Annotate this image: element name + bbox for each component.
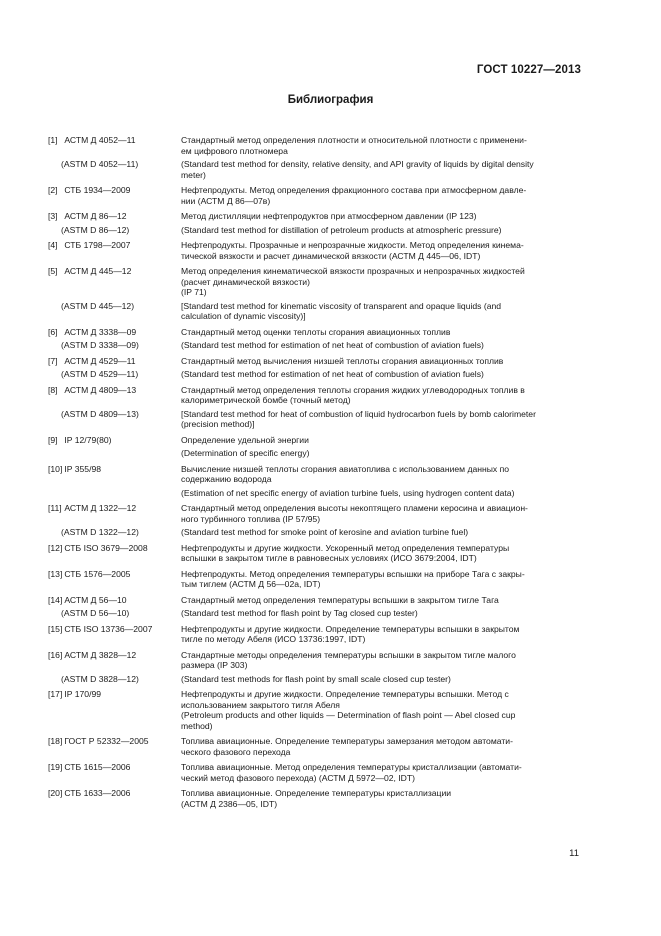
reference-description xyxy=(181,266,583,298)
reference-description xyxy=(181,464,583,485)
reference-label xyxy=(48,527,181,538)
reference-description xyxy=(181,327,583,338)
reference-description xyxy=(181,211,583,222)
reference-description xyxy=(181,135,583,156)
reference-line: (IP 71) xyxy=(181,287,207,297)
reference-description xyxy=(181,159,583,180)
reference-code: АСТМ Д 4809—13 xyxy=(64,384,137,395)
reference-line: ем цифрового плотномера xyxy=(181,145,288,156)
reference-label xyxy=(48,624,181,645)
reference-line: калориметрической бомбе (точный метод) xyxy=(181,395,351,405)
reference-number: [14] xyxy=(48,594,63,605)
reference-code: (ASTM D 56—10) xyxy=(61,608,130,618)
reference-line: Нефтепродукты. Прозрачные и непрозрачные жидкости. Метод определения кинема- xyxy=(181,240,524,250)
reference-line: Стандартный метод оценки теплоты сгорания авиационных топлив xyxy=(181,326,451,337)
reference-description xyxy=(181,409,583,430)
reference-description xyxy=(181,356,583,367)
reference-description xyxy=(181,595,583,606)
reference-number: [5] xyxy=(48,266,58,276)
reference-description xyxy=(181,762,583,783)
page-title: Библиография xyxy=(287,94,374,106)
reference-description xyxy=(181,435,583,446)
reference-label xyxy=(48,369,181,380)
reference-line: размера (IP 303) xyxy=(181,660,248,670)
reference-number: [9] xyxy=(48,434,58,445)
reference-description xyxy=(181,569,583,590)
reference-line: ческого фазового перехода xyxy=(181,746,291,757)
reference-translation xyxy=(48,225,583,236)
reference-line: нии (АСТМ Д 86—07в) xyxy=(181,195,271,206)
reference-description xyxy=(181,543,583,564)
reference-description xyxy=(181,448,583,459)
reference-description xyxy=(181,736,583,757)
reference-code: СТБ 1934—2009 xyxy=(64,185,131,195)
reference-line: Стандартный метод определения плотности и относительной плотности с применени- xyxy=(181,135,527,145)
reference-label xyxy=(48,762,181,783)
reference-line: Стандартный метод вычисления низшей теплоты сгорания авиационных топлив xyxy=(181,355,504,366)
reference-translation xyxy=(48,301,583,322)
reference-code: (ASTM D 3338—09) xyxy=(61,340,139,350)
page-number: 11 xyxy=(569,848,579,859)
reference-label xyxy=(48,185,181,206)
reference-label xyxy=(48,488,181,499)
reference-line: Нефтепродукты. Метод определения температуры вспышки на приборе Тага с закры- xyxy=(181,568,525,579)
reference-label xyxy=(48,135,181,156)
reference-number: [4] xyxy=(48,240,58,250)
reference-line: (Standard test method for estimation of net heat of combustion of aviation fuels) xyxy=(181,340,484,350)
reference-number: [15] xyxy=(48,623,63,634)
reference-line: method) xyxy=(181,720,213,731)
reference-line: (Standard test method for smoke point of kerosine and aviation turbine fuel) xyxy=(181,527,469,537)
standard-header: ГОСТ 10227—2013 xyxy=(476,64,581,76)
reference-entry xyxy=(48,211,583,222)
reference-line: Стандартные методы определения температуры вспышки в закрытом тигле малого xyxy=(181,649,516,660)
reference-line: Топлива авиационные. Метод определения температуры кристаллизации (автомати- xyxy=(181,762,522,772)
reference-description xyxy=(181,527,583,538)
reference-line: Топлива авиационные. Определение температуры замерзания методом автомати- xyxy=(181,736,513,746)
reference-number: [1] xyxy=(48,135,58,145)
reference-label xyxy=(48,435,181,446)
reference-label xyxy=(48,650,181,671)
reference-number: [18] xyxy=(48,736,63,746)
reference-code: (ASTM D 4809—13) xyxy=(61,408,139,419)
reference-label xyxy=(48,448,181,459)
reference-line: Определение удельной энергии xyxy=(181,434,309,445)
reference-line: содержанию водорода xyxy=(181,474,272,484)
reference-entry xyxy=(48,185,583,206)
reference-translation xyxy=(48,448,583,459)
reference-label xyxy=(48,569,181,590)
reference-number: [3] xyxy=(48,211,58,221)
reference-label xyxy=(48,356,181,367)
reference-entry xyxy=(48,569,583,590)
reference-description xyxy=(181,503,583,524)
reference-line: (Standard test methods for flash point by small scale closed cup tester) xyxy=(181,673,451,684)
reference-code: СТБ ISO 3679—2008 xyxy=(64,542,148,553)
reference-description xyxy=(181,788,583,809)
reference-code: АСТМ Д 3828—12 xyxy=(64,649,137,660)
reference-line: Нефтепродукты. Метод определения фракционного состава при атмосферном давле- xyxy=(181,185,527,195)
reference-number: [2] xyxy=(48,185,58,195)
reference-entry xyxy=(48,736,583,757)
reference-label xyxy=(48,503,181,524)
reference-number: [20] xyxy=(48,788,63,798)
reference-line: Метод дистилляции нефтепродуктов при атмосферном давлении (IP 123) xyxy=(181,211,477,221)
reference-line: (Determination of specific energy) xyxy=(181,448,310,458)
reference-entry xyxy=(48,543,583,564)
reference-entry xyxy=(48,385,583,406)
reference-description xyxy=(181,608,583,619)
reference-label xyxy=(48,225,181,236)
reference-translation xyxy=(48,369,583,380)
reference-line: Вычисление низшей теплоты сгорания авиатоплива с использованием данных по xyxy=(181,463,510,474)
reference-translation xyxy=(48,488,583,499)
reference-number: [17] xyxy=(48,689,63,699)
reference-line: (Petroleum products and other liquids — Determination of flash point — Abel closed cup xyxy=(181,710,516,720)
reference-line: (Estimation of net specific energy of aviation turbine fuels, using hydrogen content data) xyxy=(181,487,515,498)
reference-label xyxy=(48,159,181,180)
reference-entry xyxy=(48,503,583,524)
reference-description xyxy=(181,689,583,731)
reference-line: (Standard test method for flash point by Tag closed cup tester) xyxy=(181,608,418,618)
reference-number: [12] xyxy=(48,542,63,553)
reference-line: Нефтепродукты и другие жидкости. Определение температуры вспышки. Метод с xyxy=(181,689,509,699)
reference-line: ческий метод фазового перехода) (АСТМ Д 5972—02, IDT) xyxy=(181,772,415,783)
reference-code: АСТМ Д 4529—11 xyxy=(64,355,136,366)
reference-code: АСТМ Д 3338—09 xyxy=(64,326,137,337)
reference-line: тым тиглем (АСТМ Д 56—02а, IDT) xyxy=(181,579,321,589)
reference-entry xyxy=(48,464,583,485)
reference-label xyxy=(48,674,181,685)
reference-translation xyxy=(48,527,583,538)
reference-line: тигле по методу Абеля (ИСО 13736:1997, IDT) xyxy=(181,634,366,644)
reference-description xyxy=(181,674,583,685)
reference-line: Нефтепродукты и другие жидкости. Ускоренный метод определения температуры xyxy=(181,542,510,553)
reference-line: ного турбинного топлива (IP 57/95) xyxy=(181,513,321,524)
reference-line: meter) xyxy=(181,169,206,180)
reference-code: (ASTM D 3828—12) xyxy=(61,673,139,684)
reference-number: [13] xyxy=(48,568,63,579)
reference-code: ГОСТ Р 52332—2005 xyxy=(64,736,149,746)
reference-description xyxy=(181,369,583,380)
reference-description xyxy=(181,225,583,236)
reference-code: (ASTM D 4529—11) xyxy=(61,369,139,379)
reference-entry xyxy=(48,266,583,298)
reference-code: IP 355/98 xyxy=(64,463,102,474)
reference-translation xyxy=(48,159,583,180)
reference-translation xyxy=(48,340,583,351)
reference-number: [10] xyxy=(48,463,63,474)
reference-line: Метод определения кинематической вязкости прозрачных и непрозрачных жидкостей xyxy=(181,266,525,276)
reference-entry xyxy=(48,240,583,261)
reference-label xyxy=(48,608,181,619)
reference-number: [16] xyxy=(48,649,63,660)
reference-entry xyxy=(48,435,583,446)
reference-code: АСТМ Д 445—12 xyxy=(64,266,132,276)
reference-code: СТБ ISO 13736—2007 xyxy=(64,623,153,634)
reference-code: СТБ 1615—2006 xyxy=(64,762,131,772)
reference-label xyxy=(48,327,181,338)
reference-label xyxy=(48,266,181,298)
reference-line: calculation of dynamic viscosity)] xyxy=(181,311,306,321)
reference-code: АСТМ Д 56—10 xyxy=(64,594,127,605)
reference-line: (Standard test method for estimation of net heat of combustion of aviation fuels) xyxy=(181,369,484,379)
reference-description xyxy=(181,185,583,206)
reference-line: Стандартный метод определения теплоты сгорания жидких углеводородных топлив в xyxy=(181,384,525,395)
reference-description xyxy=(181,301,583,322)
reference-line: [Standard test method for kinematic viscosity of transparent and opaque liquids (and xyxy=(181,300,502,311)
reference-entry xyxy=(48,135,583,156)
reference-description xyxy=(181,488,583,499)
reference-number: [8] xyxy=(48,384,58,395)
reference-code: АСТМ Д 86—12 xyxy=(64,211,127,221)
reference-code: (ASTM D 445—12) xyxy=(61,300,135,311)
reference-number: [19] xyxy=(48,762,63,772)
reference-label xyxy=(48,788,181,809)
reference-label xyxy=(48,340,181,351)
reference-code: (ASTM D 4052—11) xyxy=(61,159,139,169)
reference-entry xyxy=(48,788,583,809)
reference-line: (расчет динамической вязкости) xyxy=(181,276,310,287)
reference-code: АСТМ Д 1322—12 xyxy=(64,503,137,513)
reference-line: (precision method)] xyxy=(181,419,255,429)
reference-number: [6] xyxy=(48,326,58,337)
reference-label xyxy=(48,543,181,564)
reference-line: вспышки в закрытом тигле в равновесных условиях (ИСО 3679:2004, IDT) xyxy=(181,553,477,563)
bibliography-list xyxy=(48,135,583,809)
reference-label xyxy=(48,211,181,222)
reference-label xyxy=(48,385,181,406)
reference-code: (ASTM D 1322—12) xyxy=(61,527,139,537)
reference-line: [Standard test method for heat of combustion of liquid hydrocarbon fuels by bomb calorimeter xyxy=(181,408,536,419)
reference-code: АСТМ Д 4052—11 xyxy=(64,135,136,145)
reference-label xyxy=(48,409,181,430)
reference-number: [11] xyxy=(48,503,62,513)
reference-entry xyxy=(48,595,583,606)
reference-line: (Standard test method for distillation of petroleum products at atmospheric pressure) xyxy=(181,224,502,235)
reference-line: (Standard test method for density, relative density, and API gravity of liquids by digital density xyxy=(181,159,534,169)
reference-code: IP 12/79(80) xyxy=(64,434,112,445)
reference-line: тической вязкости и расчет динамической вязкости (АСТМ Д 445—06, IDT) xyxy=(181,250,481,261)
reference-line: Топлива авиационные. Определение температуры кристаллизации xyxy=(181,788,452,798)
reference-entry xyxy=(48,762,583,783)
reference-number: [7] xyxy=(48,355,58,366)
reference-entry xyxy=(48,327,583,338)
reference-label xyxy=(48,595,181,606)
reference-label xyxy=(48,301,181,322)
reference-description xyxy=(181,650,583,671)
reference-description xyxy=(181,385,583,406)
reference-code: СТБ 1798—2007 xyxy=(64,240,131,250)
reference-code: СТБ 1576—2005 xyxy=(64,568,131,579)
reference-translation xyxy=(48,674,583,685)
reference-entry xyxy=(48,689,583,731)
reference-code: IP 170/99 xyxy=(64,689,102,699)
reference-entry xyxy=(48,650,583,671)
reference-code: СТБ 1633—2006 xyxy=(64,788,131,798)
reference-line: Стандартный метод определения температуры вспышки в закрытом тигле Тага xyxy=(181,594,499,605)
reference-description xyxy=(181,624,583,645)
reference-line: Нефтепродукты и другие жидкости. Определение температуры вспышки в закрытом xyxy=(181,623,520,634)
reference-label xyxy=(48,464,181,485)
reference-line: использованием закрытого тигля Абеля xyxy=(181,699,340,710)
reference-entry xyxy=(48,356,583,367)
reference-label xyxy=(48,689,181,731)
reference-line: Стандартный метод определения высоты некоптящего пламени керосина и авиацион- xyxy=(181,503,528,513)
reference-translation xyxy=(48,608,583,619)
reference-translation xyxy=(48,409,583,430)
reference-description xyxy=(181,240,583,261)
reference-entry xyxy=(48,624,583,645)
reference-label xyxy=(48,240,181,261)
reference-line: (АСТМ Д 2386—05, IDT) xyxy=(181,798,278,809)
reference-label xyxy=(48,736,181,757)
reference-code: (ASTM D 86—12) xyxy=(61,224,130,235)
reference-description xyxy=(181,340,583,351)
